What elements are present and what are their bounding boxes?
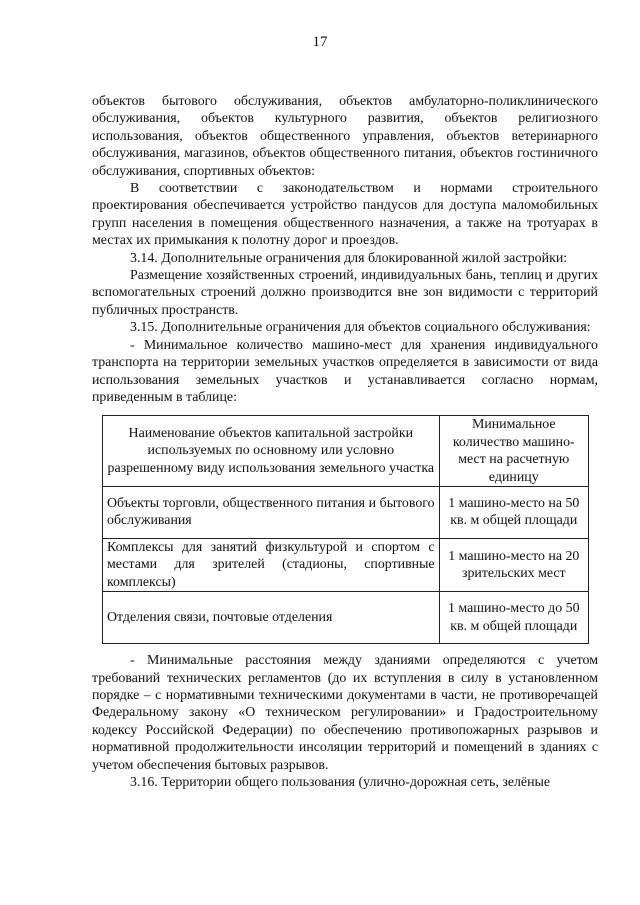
- table-cell-object-type: Отделения связи, почтовые отделения: [103, 592, 440, 644]
- page-number: 17: [312, 34, 328, 50]
- table-row: [103, 486, 589, 538]
- table-cell-min-parking: 1 машино-место до 50 кв. м общей площади: [439, 592, 588, 644]
- table-header-min-parking: Минимальное количество машино-мест на расчетную единицу: [439, 416, 588, 487]
- paragraph: - Минимальное количество машино-мест для хранения индивидуального транспорта на территории земельных участков определяется в зависимости от вида использования земельных участков и устанавливается согласно нормам, приведенным в таблице:: [92, 337, 598, 405]
- section-heading-3-15: 3.15. Дополнительные ограничения для объектов социального обслуживания:: [130, 320, 591, 336]
- paragraph: объектов бытового обслуживания, объектов амбулаторно-поликлинического обслуживания, объектов культурного развития, объектов религиозного использования, объектов общественного управления, объектов ветеринарного обслуживания, магазинов, объектов общественного питания, объектов гостиничного обслуживания, спортивных объектов:: [92, 94, 598, 179]
- paragraph: В соответствии с законодательством и нормами строительного проектирования обеспечивается устройство пандусов для доступа маломобильных групп населения в помещения общественного назначения, а также на тротуарах в местах их примыкания к полотну дорог и проездов.: [92, 181, 598, 249]
- paragraph: Размещение хозяйственных строений, индивидуальных бань, теплиц и других вспомогательных строений должно производится вне зон видимости с территорий публичных пространств.: [92, 268, 598, 318]
- paragraph: - Минимальные расстояния между зданиями определяются с учетом требований технических регламентов (до их вступления в силу в установленном порядке – с нормативными техническими документами в части, не противоречащей Федеральному закону «О техническом регулировании» и Градостроительному кодексу Российской Федерации) по обеспечению противопожарных разрывов и нормативной продолжительности инсоляции территорий и помещений в зданиях с учетом обеспечения бытовых разрывов.: [92, 653, 598, 773]
- table-row: [103, 538, 589, 591]
- table-row: [103, 592, 589, 644]
- table-cell-min-parking: 1 машино-место на 50 кв. м общей площади: [439, 486, 588, 538]
- table-cell-object-type: Комплексы для занятий физкультурой и спортом с местами для зрителей (стадионы, спортивные комплексы): [103, 538, 440, 591]
- section-heading-3-14: 3.14. Дополнительные ограничения для блокированной жилой застройки:: [130, 250, 568, 266]
- table-header-object-type: Наименование объектов капитальной застройки используемых по основному или условно разрешенному виду использования земельного участка: [103, 416, 440, 487]
- section-heading-3-16: 3.16. Территории общего пользования (улично-дорожная сеть, зелёные: [130, 775, 551, 790]
- parking-norms-table: [102, 415, 589, 644]
- table-header-row: [103, 416, 589, 487]
- table-cell-object-type: Объекты торговли, общественного питания и бытового обслуживания: [103, 486, 440, 538]
- parking-norms-table-wrapper: [102, 415, 589, 644]
- document-body: [92, 93, 598, 791]
- table-cell-min-parking: 1 машино-место на 20 зрительских мест: [439, 538, 588, 591]
